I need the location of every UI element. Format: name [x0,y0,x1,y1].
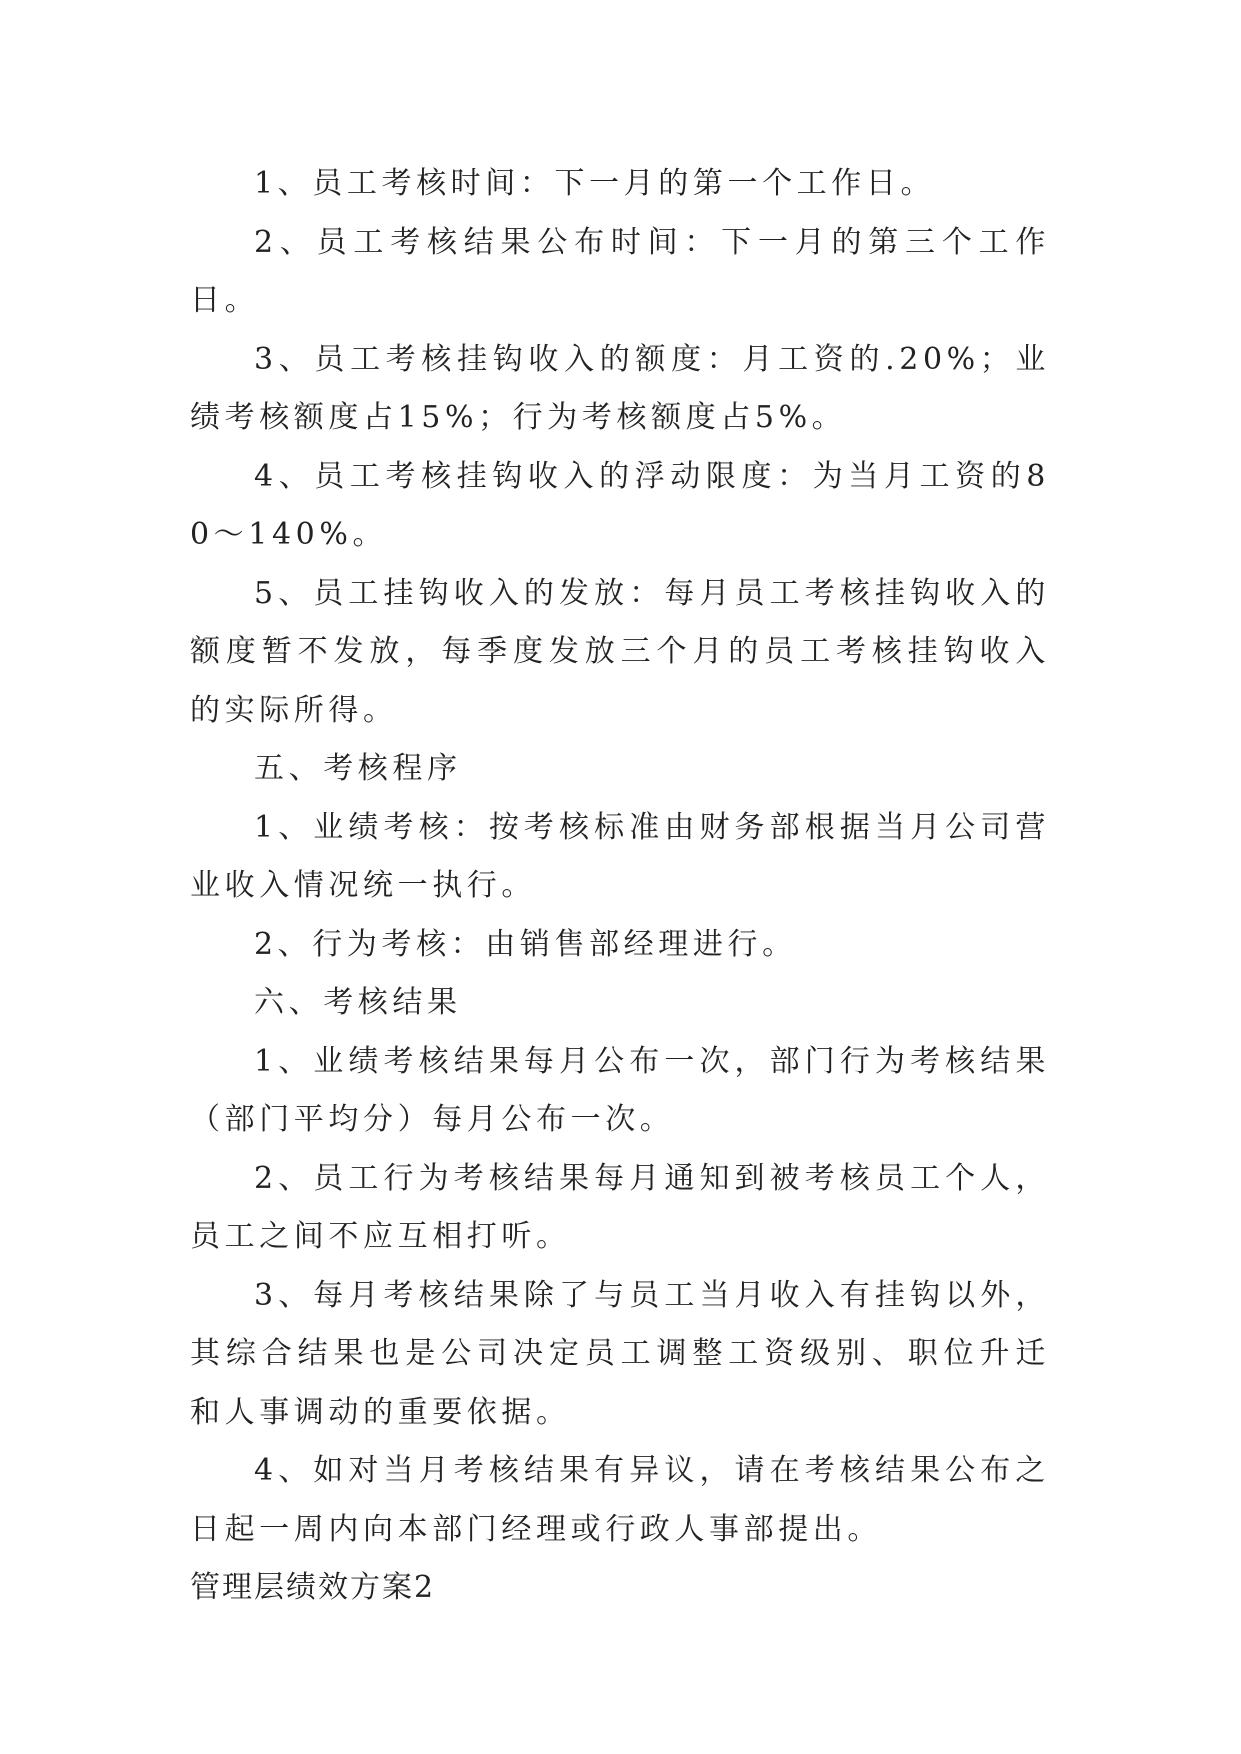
paragraph-income-quota: 3、员工考核挂钩收入的额度：月工资的.20%；业绩考核额度占15%；行为考核额度占5%。 [190,341,1050,435]
paragraph-float-limit: 4、员工考核挂钩收入的浮动限度：为当月工资的80～140%。 [190,458,1050,552]
next-document-title: 管理层绩效方案2 [190,1570,436,1605]
paragraph-result-basis: 3、每月考核结果除了与员工当月收入有挂钩以外，其综合结果也是公司决定员工调整工资级别、职位升迁和人事调动的重要依据。 [190,1277,1050,1430]
paragraph-result-notify: 2、员工行为考核结果每月通知到被考核员工个人，员工之间不应互相打听。 [190,1160,1050,1254]
section-heading-results: 六、考核结果 [254,985,462,1020]
paragraph-income-payment: 5、员工挂钩收入的发放：每月员工考核挂钩收入的额度暂不发放，每季度发放三个月的员工考核挂钩收入的实际所得。 [190,575,1050,728]
document-body [190,155,1050,1618]
paragraph-result-monthly: 1、业绩考核结果每月公布一次，部门行为考核结果（部门平均分）每月公布一次。 [190,1043,1050,1137]
section-heading-procedure: 五、考核程序 [254,751,462,786]
paragraph-behavior-assessment: 2、行为考核：由销售部经理进行。 [254,926,797,962]
paragraph-result-publish-time: 2、员工考核结果公布时间：下一月的第三个工作日。 [190,224,1050,318]
paragraph-exam-time: 1、员工考核时间：下一月的第一个工作日。 [254,166,936,201]
paragraph-result-objection: 4、如对当月考核结果有异议，请在考核结果公布之日起一周内向本部门经理或行政人事部提出。 [190,1453,1050,1547]
paragraph-performance-assessment: 1、业绩考核：按考核标准由财务部根据当月公司营业收入情况统一执行。 [190,809,1050,903]
